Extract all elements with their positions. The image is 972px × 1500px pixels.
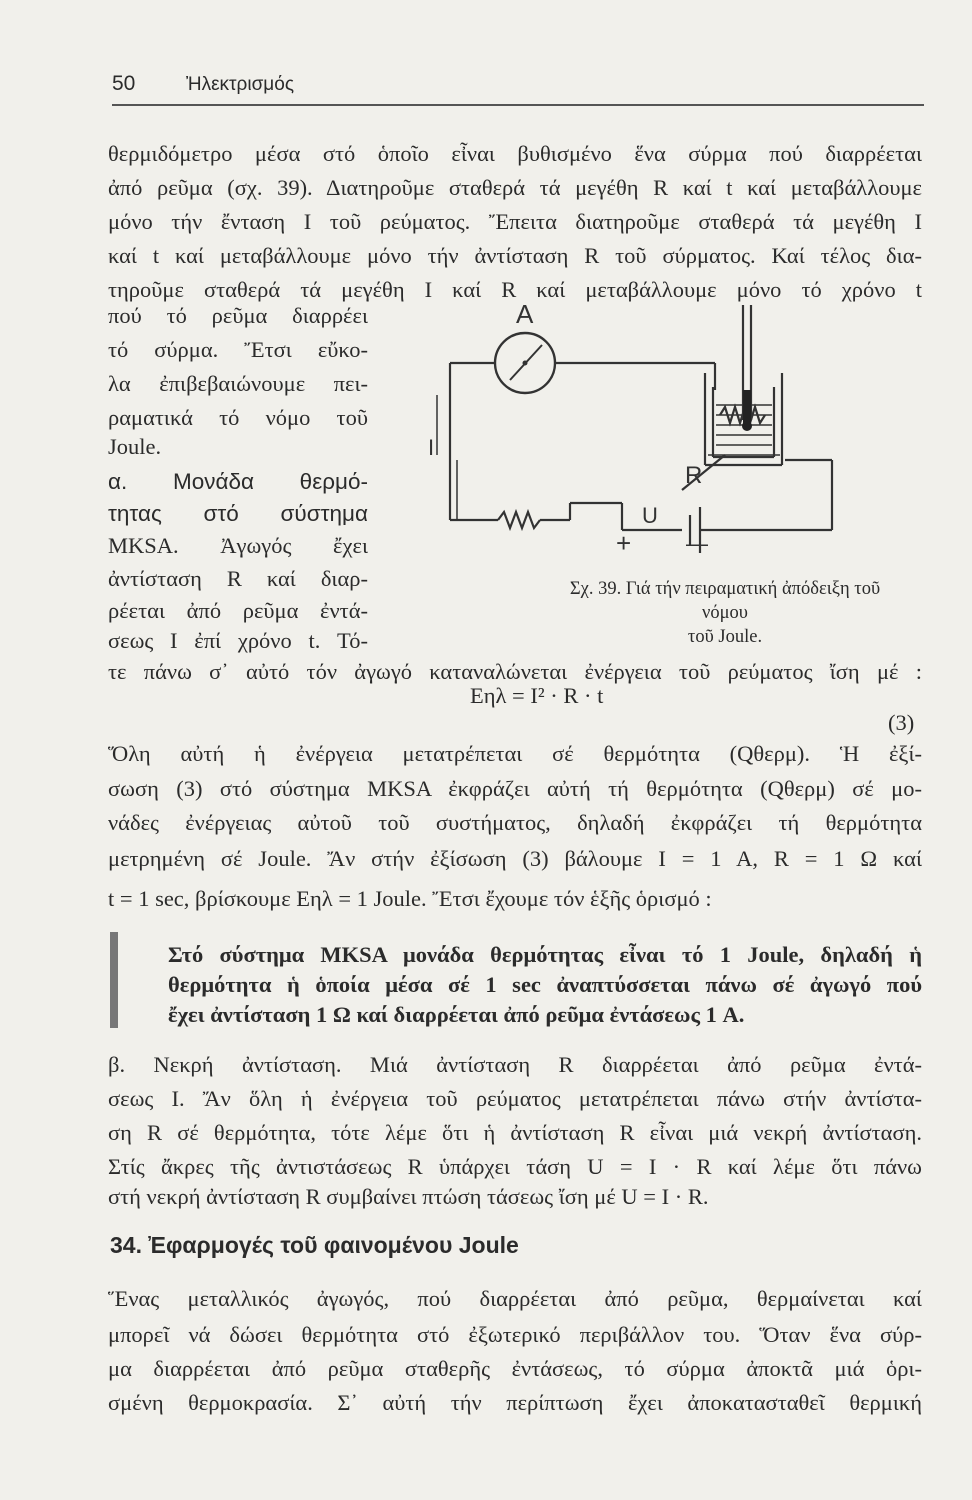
voltage-label: U — [642, 503, 658, 528]
text-line: Ἕνας μεταλλικός ἀγωγός, πού διαρρέεται ἀπό ρεῦμα, θερμαίνεται καί — [108, 1286, 922, 1311]
text-line: πού τό ρεῦμα διαρρέει — [108, 303, 368, 328]
definition-marker — [110, 932, 118, 1028]
plus-label: + — [616, 528, 632, 558]
resistance-label: R — [685, 462, 703, 489]
current-label: I — [428, 435, 435, 460]
text-line: τε πάνω σ᾽ αὐτό τόν ἀγωγό καταναλώνεται ἐνέργεια τοῦ ρεύματος ἴση μέ : — [108, 659, 922, 684]
running-title: Ἠλεκτρισμός — [186, 74, 294, 95]
text-line: καί t καί μεταβάλλουμε μόνο τήν ἀντίσταση R τοῦ σύρματος. Καί τέλος δια- — [108, 243, 922, 268]
text-line: ραματικά τό νόμο τοῦ — [108, 405, 368, 430]
text-line: μόνο τήν ἔνταση I τοῦ ρεύματος. Ἔπειτα διατηροῦμε σταθερά τά μεγέθη I — [108, 209, 922, 234]
text-line: Στίς ἄκρες τῆς ἀντιστάσεως R ὑπάρχει τάση U = I · R καί λέμε ὅτι πάνω — [108, 1154, 922, 1179]
definition-line: Στό σύστημα MKSA μονάδα θερμότητας εἶναι τό 1 Joule, δηλαδή ἡ — [168, 942, 922, 967]
page-header — [112, 72, 924, 102]
text-line: σεως I. Ἄν ὅλη ἡ ἐνέργεια τοῦ ρεύματος μετατρέπεται πάνω στήν ἀντίστα- — [108, 1086, 922, 1111]
page-number: 50 — [112, 72, 136, 95]
text-line: ση R σέ θερμότητα, τότε λέμε ὅτι ἡ ἀντίσταση R εἶναι μιά νεκρή ἀντίσταση. — [108, 1120, 922, 1145]
definition-line: ἔχει ἀντίσταση 1 Ω καί διαρρέεται ἀπό ρεῦμα ἐντάσεως 1 A. — [168, 1002, 745, 1027]
minus-label: — — [686, 531, 708, 556]
text-line: μπορεῖ νά δώσει θερμότητα στό ἐξωτερικό περιβάλλον του. Ὅταν ἕνα σύρ- — [108, 1322, 922, 1347]
text-line: σεως I ἐπί χρόνο t. Τό- — [108, 628, 368, 653]
text-line: τό σύρμα. Ἔτσι εὔκο- — [108, 337, 368, 362]
definition-line: θερμότητα ἡ ὁποία μέσα σέ 1 sec ἀναπτύσσεται πάνω σέ ἀγωγό πού — [168, 972, 922, 997]
text-line: θερμιδόμετρο μέσα στό ὁποῖο εἶναι βυθισμένο ἕνα σύρμα πού διαρρέεται — [108, 141, 922, 166]
circuit-diagram — [420, 295, 920, 560]
text-line: τηροῦμε σταθερά τά μεγέθη I καί R καί μεταβάλλουμε μόνο τό χρόνο t — [108, 277, 922, 302]
text-line: ἀπό ρεῦμα (σχ. 39). Διατηροῦμε σταθερά τά μεγέθη R καί t καί μεταβάλλουμε — [108, 175, 922, 200]
text-line: σμένη θερμοκρασία. Σ᾽ αὐτή τήν περίπτωση ἔχει ἀποκατασταθεῖ θερμική — [108, 1390, 922, 1415]
text-line: ἀντίσταση R καί διαρ- — [108, 566, 368, 591]
text-line: MKSA. Ἀγωγός ἔχει — [108, 533, 368, 558]
text-line: στή νεκρή ἀντίσταση R συμβαίνει πτώση τάσεως ἴση μέ U = I · R. — [108, 1184, 709, 1209]
text-line: t = 1 sec, βρίσκουμε Eηλ = 1 Joule. Ἔτσι ἔχουμε τόν ἑξῆς ὁρισμό : — [108, 886, 712, 911]
text-line: β. Νεκρή ἀντίσταση. Μιά ἀντίσταση R διαρρέεται ἀπό ρεῦμα ἐντά- — [108, 1052, 922, 1077]
equation-number: (3) — [888, 710, 915, 735]
thermometer-bulb — [743, 390, 751, 424]
ammeter-label: A — [516, 299, 534, 329]
text-line: λα ἐπιβεβαιώνουμε πει- — [108, 371, 368, 396]
section-heading: 34. Ἐφαρμογές τοῦ φαινομένου Joule — [110, 1232, 519, 1258]
subsection-title: α. Μονάδα θερμό- — [108, 469, 368, 494]
text-line: ρέεται ἀπό ρεῦμα ἐντά- — [108, 598, 368, 623]
text-line: νάδες ἐνέργειας αὐτοῦ τοῦ συστήματος, δηλαδή ἐκφράζει τή θερμότητα — [108, 810, 922, 835]
text-line: Joule. — [108, 434, 162, 459]
equation: Eηλ = I² · R · t — [470, 683, 604, 708]
text-line: μα διαρρέεται ἀπό ρεῦμα σταθερῆς ἐντάσεως, τό σύρμα ἀποκτᾶ μιά ὁρι- — [108, 1356, 922, 1381]
text-line: Ὅλη αὐτή ἡ ἐνέργεια μετατρέπεται σέ θερμότητα (Qθερμ). Ἡ ἐξί- — [108, 741, 922, 766]
text-line: σωση (3) στό σύστημα MKSA ἐκφράζει αὐτή τή θερμότητα (Qθερμ) σέ μο- — [108, 776, 922, 801]
subsection-title: τητας στό σύστημα — [108, 501, 368, 526]
text-line: μετρημένη σέ Joule. Ἄν στήν ἐξίσωση (3) βάλουμε I = 1 A, R = 1 Ω καί — [108, 846, 922, 871]
figure-caption: Σχ. 39. Γιά τήν πειραματική ἀπόδειξη τοῦ νόμου τοῦ Joule. — [569, 579, 881, 647]
header-rule — [112, 104, 924, 106]
